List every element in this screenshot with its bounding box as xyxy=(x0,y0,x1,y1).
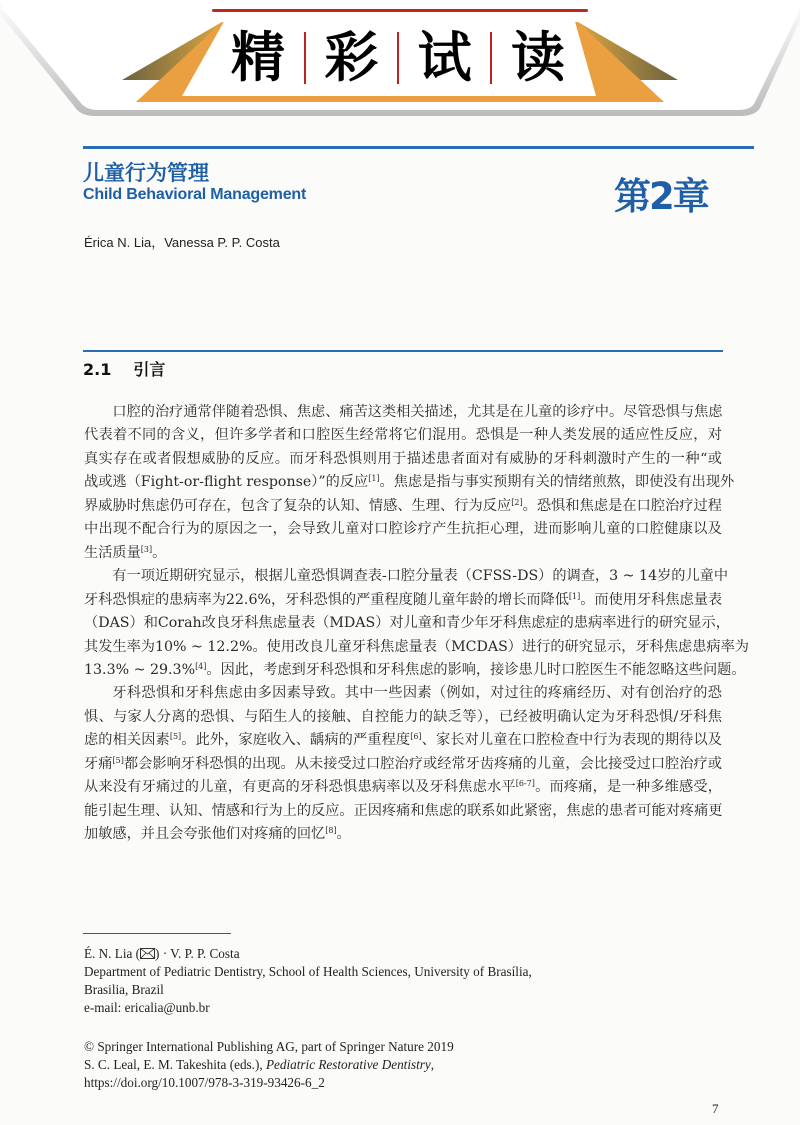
text-line xyxy=(84,589,722,612)
text-line xyxy=(84,776,722,799)
text-segment: 都会影响牙科恐惧的出现。从未接受过口腔治疗或经常牙齿疼痛的儿童，会比接受过口腔治疗或 xyxy=(123,755,722,772)
copyright-line: © Springer International Publishing AG, part of Springer Nature 2019 xyxy=(84,1039,454,1054)
divider xyxy=(304,32,306,84)
text-segment: 代表着不同的含义，但许多学者和口腔医生经常将它们混用。恐惧是一种人类发展的适应性反应，对 xyxy=(84,427,722,444)
text-segment: 能引起生理、认知、情感和行为上的反应。正因疼痛和焦虑的联系如此紧密，焦虑的患者可能对疼痛更 xyxy=(84,802,723,819)
citation-ref: [6] xyxy=(410,732,422,742)
text-segment: 牙痛 xyxy=(84,755,113,772)
citation-ref: [1] xyxy=(568,591,581,601)
citation-ref: [2] xyxy=(511,497,523,507)
text-segment: 牙科恐惧症的患病率为22.6%，牙科恐惧的严重程度随儿童年龄的增长而降低 xyxy=(84,591,569,608)
text-segment: 界威胁时焦虑仍可存在，包含了复杂的认知、情感、生理、行为反应 xyxy=(84,497,512,514)
chapter-top-rule xyxy=(83,146,754,149)
text-line xyxy=(84,448,722,471)
text-segment: 。恐惧和焦虑是在口腔治疗过程 xyxy=(522,497,722,514)
text-segment: 中出现不配合行为的原因之一，会导致儿童对口腔诊疗产生抗拒心理，进而影响儿童的口腔健康以及 xyxy=(84,521,722,538)
page-number: 7 xyxy=(712,1101,719,1116)
text-segment: 其发生率为10% ~ 12.2%。使用改良儿童牙科焦虑量表（MCDAS）进行的研究显示，牙科焦虑患病率为 xyxy=(84,638,749,655)
footnote-affiliation: Brasilia, Brazil xyxy=(84,982,164,997)
text-segment: 。 xyxy=(336,826,351,843)
citation-ref: [1] xyxy=(368,474,380,484)
citation-ref: [6-7] xyxy=(515,779,535,789)
section-title: 引言 xyxy=(133,360,166,379)
text-segment: 13.3% ~ 29.3% xyxy=(84,661,196,678)
author-footnote xyxy=(84,945,532,1017)
text-segment: 虑的相关因素 xyxy=(84,732,170,749)
citation-line xyxy=(84,1056,454,1074)
text-segment: 惧、与家人分离的恐惧、与陌生人的接触、自控能力的缺乏等），已经被明确认定为牙科恐惧/牙科焦 xyxy=(84,708,722,725)
paragraph xyxy=(84,682,722,846)
author-text: É. N. Lia ( xyxy=(84,946,141,961)
text-line xyxy=(84,565,729,588)
text-line xyxy=(84,823,722,846)
chapter-number: 第2章 xyxy=(614,175,708,218)
text-segment: 真实存在或者假想威胁的反应。而牙科恐惧则用于描述患者面对有威胁的牙科刺激时产生的一种“或 xyxy=(84,450,722,467)
text-line xyxy=(84,424,722,447)
text-line xyxy=(84,800,722,823)
text-segment: 。而疼痛，是一种多维感受， xyxy=(534,779,722,796)
citation-ref: [3] xyxy=(140,544,153,554)
text-segment: 。而使用牙科焦虑量表 xyxy=(580,591,723,608)
text-segment: （DAS）和Corah改良牙科焦虑量表（MDAS）对儿童和青少年牙科焦虑症的患病率进行的研究显示， xyxy=(84,615,730,632)
banner-title xyxy=(228,26,568,90)
text-segment: 。 xyxy=(152,544,167,561)
text-line xyxy=(84,612,730,635)
section-heading xyxy=(83,357,165,380)
text-line xyxy=(84,495,722,518)
banner-char: 精 xyxy=(231,26,285,89)
citation-editors: S. C. Leal, E. M. Takeshita (eds.), xyxy=(84,1057,266,1072)
text-segment: 有一项近期研究显示，根据儿童恐惧调查表-口腔分量表（CFSS-DS）的调查，3 ~ 14岁的儿童中 xyxy=(112,568,729,585)
text-line xyxy=(84,471,735,494)
section-rule xyxy=(83,350,723,352)
copyright-block xyxy=(84,1038,454,1092)
text-line xyxy=(84,636,749,659)
citation-punct: , xyxy=(430,1057,435,1072)
text-segment: 加敏感，并且会夸张他们对疼痛的回忆 xyxy=(84,826,326,843)
envelope-icon xyxy=(140,948,155,959)
paragraph xyxy=(84,401,735,565)
text-line xyxy=(84,706,722,729)
text-line xyxy=(84,518,722,541)
divider xyxy=(490,32,492,84)
divider xyxy=(397,32,399,84)
text-segment: 战或逃（Fight-or-flight response）”的反应 xyxy=(84,474,369,491)
chapter-title-english: Child Behavioral Management xyxy=(83,186,307,203)
paragraph xyxy=(84,565,749,682)
footnote-authors xyxy=(84,945,532,963)
citation-ref: [4] xyxy=(195,661,207,671)
text-segment: 从来没有牙痛过的儿童，有更高的牙科恐惧患病率以及牙科焦虑水平 xyxy=(84,779,516,796)
text-segment: 。焦虑是指与事实预期有关的情绪煎熬，即使没有出现外 xyxy=(379,474,735,491)
chapter-title-chinese: 儿童行为管理 xyxy=(83,161,209,185)
section-number: 2.1 xyxy=(83,360,112,379)
banner-char: 试 xyxy=(417,26,472,89)
text-line xyxy=(84,729,722,752)
text-line xyxy=(84,682,722,705)
text-segment: 生活质量 xyxy=(84,544,141,561)
banner-char: 读 xyxy=(510,26,565,89)
chapter-authors: Érica N. Lia，Vanessa P. P. Costa xyxy=(84,235,280,250)
text-segment: 。因此，考虑到牙科恐惧和牙科焦虑的影响，接诊患儿时口腔医生不能忽略这些问题。 xyxy=(206,661,746,678)
text-segment: 。此外，家庭收入、龋病的严重程度 xyxy=(181,732,411,749)
footnote-rule xyxy=(83,933,231,934)
citation-ref: [5] xyxy=(112,755,124,765)
text-line xyxy=(84,401,722,424)
text-segment: 牙科恐惧和牙科焦虑由多因素导致。其中一些因素（例如，对过往的疼痛经历、对有创治疗的恐 xyxy=(112,685,722,702)
citation-ref: [5] xyxy=(169,732,182,742)
text-line xyxy=(84,542,722,565)
footnote-affiliation: Department of Pediatric Dentistry, School of Health Sciences, University of Brasília, xyxy=(84,964,532,979)
text-line xyxy=(84,659,746,682)
text-segment: 口腔的治疗通常伴随着恐惧、焦虑、痛苦这类相关描述，尤其是在儿童的诊疗中。尽管恐惧与焦虑 xyxy=(112,404,723,420)
citation-ref: [8] xyxy=(325,826,337,836)
body-text xyxy=(84,401,749,847)
author-text: ) · V. P. P. Costa xyxy=(155,946,240,961)
banner-char: 彩 xyxy=(324,26,379,89)
doi-link[interactable]: https://doi.org/10.1007/978-3-319-93426-6_2 xyxy=(84,1075,325,1090)
text-line xyxy=(84,753,722,776)
text-segment: 、家长对儿童在口腔检查中行为表现的期待以及 xyxy=(421,732,722,749)
citation-book-title: Pediatric Restorative Dentistry xyxy=(265,1057,431,1072)
footnote-email: e-mail: ericalia@unb.br xyxy=(84,1000,210,1015)
